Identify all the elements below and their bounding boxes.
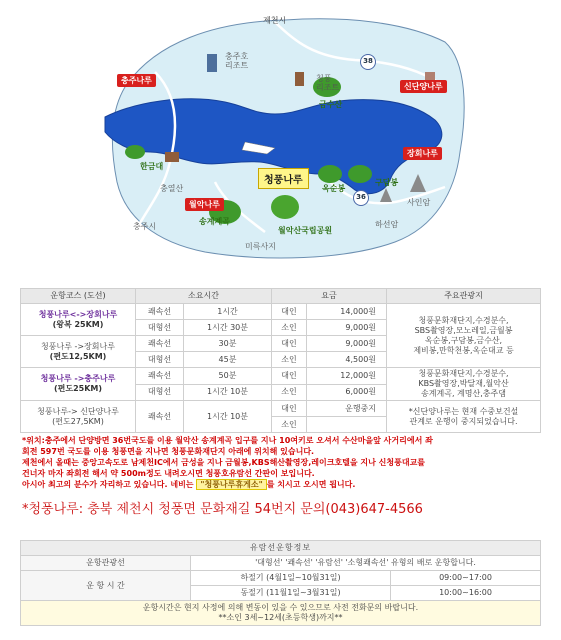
route-cell <box>21 336 136 368</box>
passenger-type: 대인 <box>272 401 307 417</box>
route-38-marker: 38 <box>360 54 376 70</box>
place-haseonam: 하선암 <box>375 220 399 229</box>
port-wolak[interactable]: 월악나루 <box>185 198 224 211</box>
port-cheongpung[interactable]: 청풍나루 <box>258 168 309 189</box>
port-sindanyang[interactable]: 신단양나루 <box>400 80 447 93</box>
season-summer-time: 09:00~17:00 <box>391 571 541 586</box>
note-line: *위치:충주에서 단양방면 36번국도를 이용 월악산 송계계곡 입구를 지나 10여키로 오셔서 수산마을앞 사거리에서 좌 <box>22 436 433 445</box>
place-geumsusan: 금수산 <box>319 100 343 109</box>
ship-type: 쾌속선 <box>136 401 184 433</box>
price: 운행중지 <box>307 401 387 417</box>
duration: 30분 <box>184 336 272 352</box>
price: 14,000원 <box>307 304 387 320</box>
note-text: 아시아 최고의 분수가 자리하고 있습니다. 네비는 <box>22 480 197 489</box>
route-cell <box>21 401 136 433</box>
table-row <box>21 541 541 556</box>
route-distance: (왕복 25KM) <box>52 319 104 329</box>
fare-header-row <box>21 289 541 304</box>
table-row <box>21 368 541 385</box>
passenger-type: 소인 <box>272 352 307 368</box>
ship-type: 대형선 <box>136 352 184 368</box>
footnote-line: 운항시간은 현지 사정에 의해 변동이 있을 수 있으므로 사전 전화문의 바랍니다. <box>142 603 419 612</box>
note-line: 건너자 마자 좌회전 해서 약 500m정도 내려오시면 청풍호유람선 간판이 보입니다. <box>22 469 315 478</box>
header-course: 운항코스 (도선) <box>21 289 136 304</box>
cruise-info-table <box>20 540 541 626</box>
price: 9,000원 <box>307 320 387 336</box>
header-fare: 요금 <box>272 289 387 304</box>
route-name: 청풍나루<->장회나루 <box>38 309 118 319</box>
place-chungju-city: 충주시 <box>133 222 157 231</box>
route-36-marker: 36 <box>353 190 369 206</box>
route-cell <box>21 304 136 336</box>
note-text: 를 치시고 오시면 됩니다. <box>266 480 356 489</box>
place-cheongpung-resort: 청풍 리조트 <box>316 74 340 92</box>
season-winter: 동절기 (11월1일~3월31일) <box>191 586 391 601</box>
route-name: 청풍나루 ->장회나루 <box>41 341 115 351</box>
table-row <box>21 601 541 626</box>
directions-notes <box>22 435 542 490</box>
table-row <box>21 571 541 586</box>
fare-table <box>20 288 541 433</box>
port-janghoe[interactable]: 장회나루 <box>403 147 442 160</box>
season-summer: 하절기 (4월1일~10월31일) <box>191 571 391 586</box>
price: 12,000원 <box>307 368 387 385</box>
duration: 50분 <box>184 368 272 385</box>
place-chungyeolsan: 충열산 <box>160 184 184 193</box>
header-duration: 소요시간 <box>136 289 272 304</box>
info-footnote <box>21 601 541 626</box>
place-songgye: 송계계곡 <box>199 217 230 226</box>
route-map <box>95 2 470 267</box>
place-mireuksaji: 미륵사지 <box>245 242 276 251</box>
route-cell <box>21 368 136 401</box>
info-title: 유람선운항정보 <box>21 541 541 556</box>
price <box>307 417 387 433</box>
route-distance: (편도25KM) <box>53 384 103 393</box>
ship-type: 쾌속선 <box>136 336 184 352</box>
ship-type: 쾌속선 <box>136 368 184 385</box>
route-distance: (편도12,5KM) <box>49 351 107 361</box>
table-row <box>21 304 541 320</box>
address-contact: *청풍나루: 충북 제천시 청풍면 문화재길 54번지 문의(043)647-4566 <box>22 502 423 517</box>
price: 6,000원 <box>307 384 387 401</box>
info-value: '대형선' '쾌속선' '유람선' '소형쾌속선' 유형의 배로 운항합니다. <box>191 556 541 571</box>
duration: 1시간 10분 <box>184 401 272 433</box>
port-chungju[interactable]: 충주나루 <box>117 74 156 87</box>
duration: 45분 <box>184 352 272 368</box>
season-winter-time: 10:00~16:00 <box>391 586 541 601</box>
table-row <box>21 556 541 571</box>
attractions-cell: 청풍문화재단지,수경분수, KBS촬영장,박달재,월악산 송계계곡, 계명산,충주댐 <box>387 368 541 401</box>
place-jecheon: 제천시 <box>263 16 287 25</box>
duration: 1시간 30분 <box>184 320 272 336</box>
place-gudambong: 구담봉 <box>375 178 399 187</box>
ship-type: 쾌속선 <box>136 304 184 320</box>
passenger-type: 대인 <box>272 304 307 320</box>
info-label: 운항관광선 <box>21 556 191 571</box>
table-row <box>21 401 541 417</box>
ship-type: 대형선 <box>136 384 184 401</box>
footnote-line: **소인 3세~12세(초등학생)까지** <box>218 613 343 622</box>
passenger-type: 소인 <box>272 320 307 336</box>
passenger-type: 소인 <box>272 417 307 433</box>
place-chungju-lake-resort: 충주호 리조트 <box>225 52 249 70</box>
attractions-cell: 청풍문화재단지,수경분수, SBS촬영장,모노레일,금월봉 옥순봉,구담봉,금수산, 제비봉,만학천봉,옥순대교 등 <box>387 304 541 368</box>
route-name: 청풍나루-> 신단양나루 <box>37 406 119 416</box>
route-distance: (편도27,5KM) <box>52 416 104 426</box>
passenger-type: 소인 <box>272 384 307 401</box>
route-name: 청풍나루 ->충주나루 <box>40 374 116 383</box>
note-line <box>22 479 542 490</box>
header-attractions: 주요관광지 <box>387 289 541 304</box>
place-wolaksan: 월악산국립공원 <box>278 226 333 235</box>
duration: 1시간 10분 <box>184 384 272 401</box>
price: 4,500원 <box>307 352 387 368</box>
note-line: 제천에서 올때는 중앙고속도로 남제천IC에서 금성을 지나 금월봉,KBS해산촬영장,레이크호텔을 지나 신청풍대교를 <box>22 458 426 467</box>
duration: 1시간 <box>184 304 272 320</box>
navi-keyword: "청풍나루휴게소" <box>196 479 266 490</box>
price: 9,000원 <box>307 336 387 352</box>
passenger-type: 대인 <box>272 368 307 385</box>
ship-type: 대형선 <box>136 320 184 336</box>
passenger-type: 대인 <box>272 336 307 352</box>
place-oksunbong: 옥순봉 <box>322 184 346 193</box>
note-line: 회전 597번 국도를 이용 청풍면을 지나면 청풍문화재단지 아래에 위치해 있습니다. <box>22 447 315 456</box>
info-label: 운 항 시 간 <box>21 571 191 601</box>
place-sainam: 사인암 <box>407 198 431 207</box>
attractions-cell: *신단양나루는 현재 수중보건설 관계로 운행이 중지되었습니다. <box>387 401 541 433</box>
place-hangangseo: 한금대 <box>140 162 164 171</box>
